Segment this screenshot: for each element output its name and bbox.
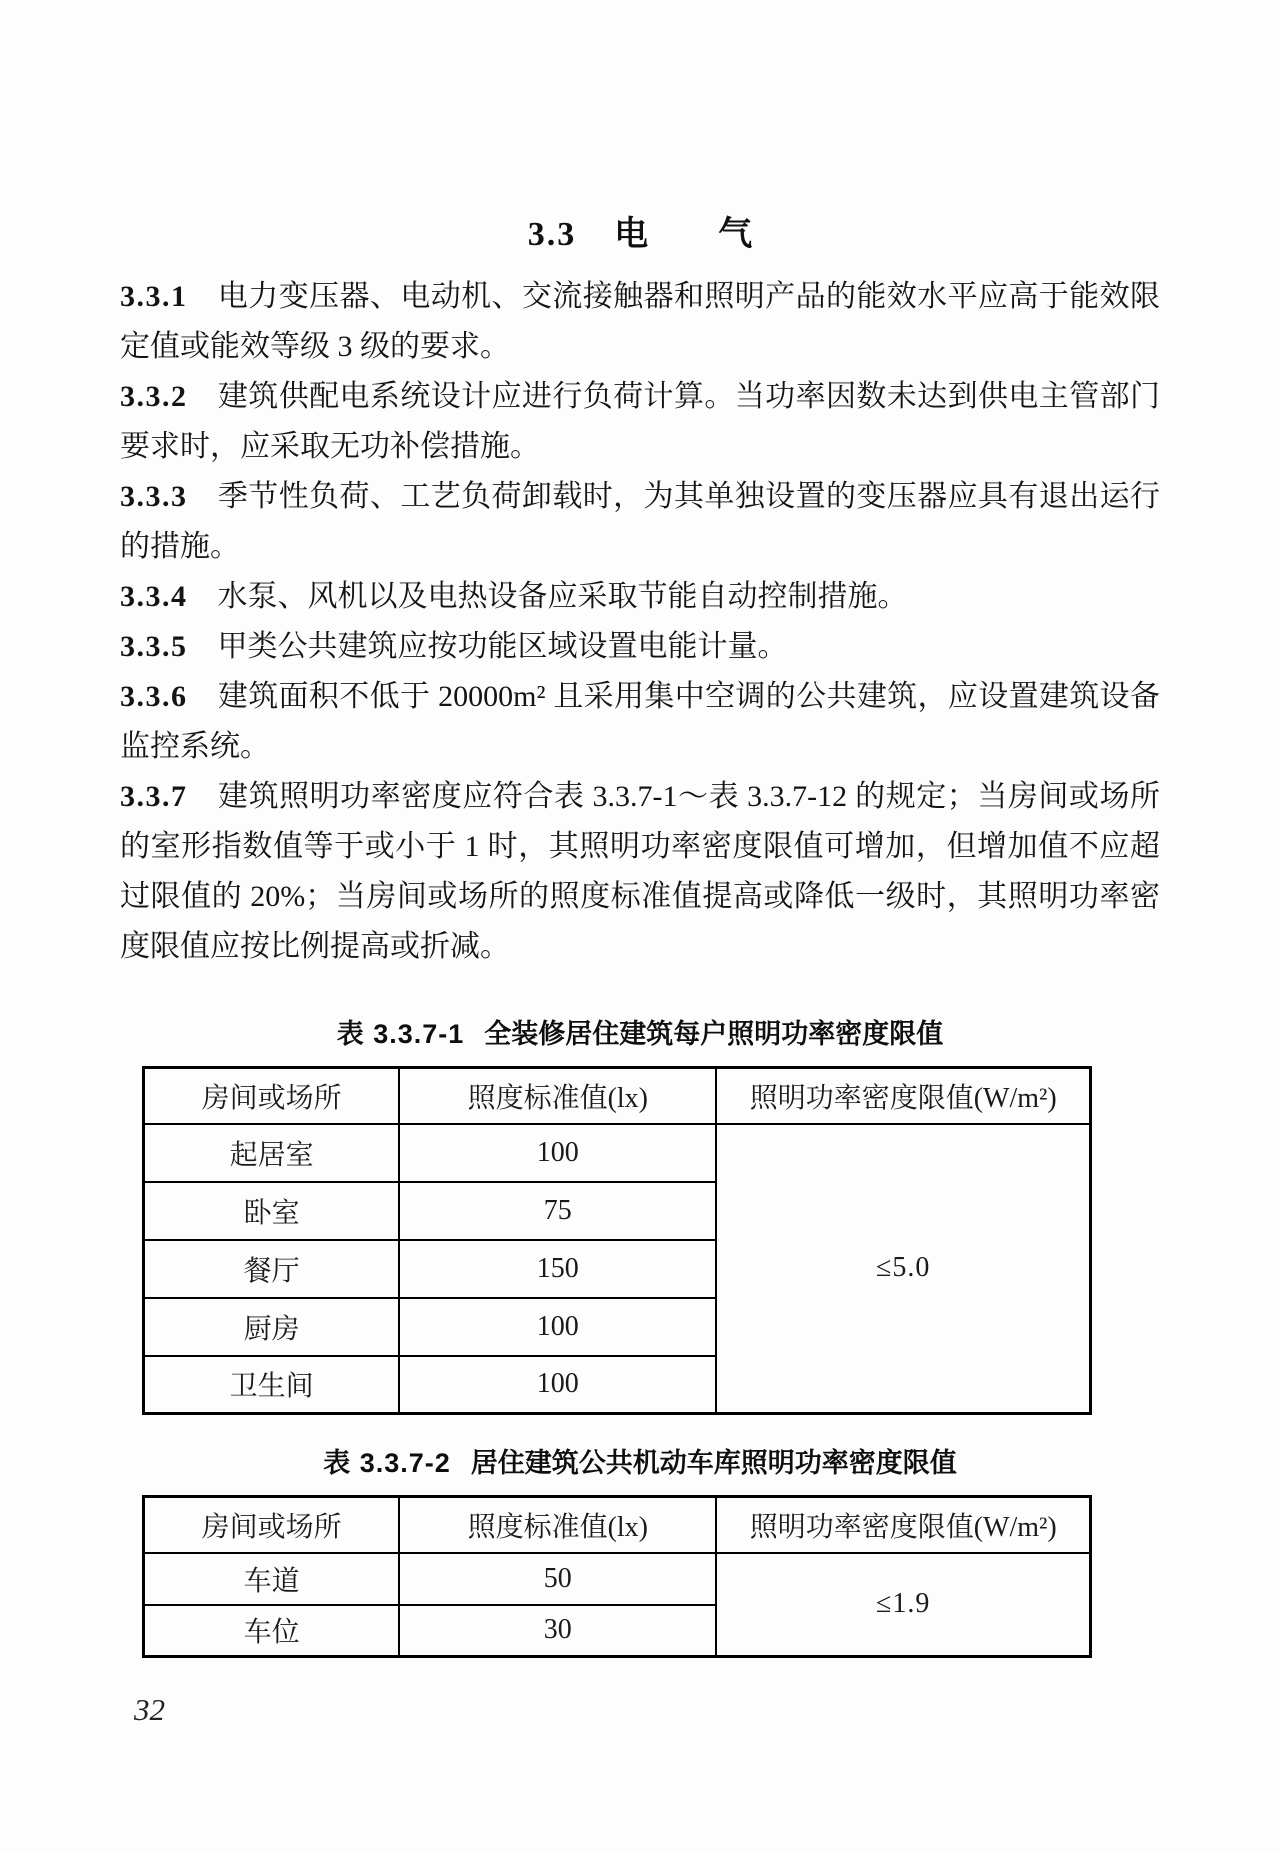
header-cell-lux: 照度标准值(lx) bbox=[399, 1497, 716, 1553]
header-cell-lux: 照度标准值(lx) bbox=[399, 1068, 716, 1124]
clause-number: 3.3.6 bbox=[120, 680, 188, 713]
clause-list bbox=[120, 272, 1160, 972]
clause-text: 建筑供配电系统设计应进行负荷计算。当功率因数未达到供电主管部门要求时，应采取无功补偿措施。 bbox=[120, 380, 1160, 463]
clause-number: 3.3.3 bbox=[120, 480, 188, 513]
lux-cell: 50 bbox=[399, 1553, 716, 1605]
header-cell-lpd: 照明功率密度限值(W/m²) bbox=[716, 1497, 1090, 1553]
clause-3-3-7 bbox=[120, 772, 1160, 972]
clause-text: 水泵、风机以及电热设备应采取节能自动控制措施。 bbox=[217, 580, 908, 613]
clause-3-3-1 bbox=[120, 272, 1160, 372]
table-2-caption bbox=[120, 1445, 1160, 1481]
clause-number: 3.3.5 bbox=[120, 630, 188, 663]
room-cell: 车道 bbox=[144, 1553, 400, 1605]
clause-text: 甲类公共建筑应按功能区域设置电能计量。 bbox=[217, 630, 788, 663]
lux-cell: 30 bbox=[399, 1605, 716, 1657]
lux-cell: 100 bbox=[399, 1356, 716, 1414]
header-cell-lpd: 照明功率密度限值(W/m²) bbox=[716, 1068, 1090, 1124]
clause-3-3-2 bbox=[120, 372, 1160, 472]
lux-cell: 75 bbox=[399, 1182, 716, 1240]
clause-3-3-3 bbox=[120, 472, 1160, 572]
lux-cell: 100 bbox=[399, 1298, 716, 1356]
table-2-caption-title: 居住建筑公共机动车库照明功率密度限值 bbox=[470, 1448, 957, 1478]
room-cell: 餐厅 bbox=[144, 1240, 400, 1298]
page-title bbox=[120, 0, 1160, 256]
table-1-caption-label: 表 3.3.7-1 bbox=[336, 1019, 465, 1049]
section-title-word-2: 气 bbox=[718, 216, 753, 253]
room-cell: 卫生间 bbox=[144, 1356, 400, 1414]
clause-number: 3.3.2 bbox=[120, 380, 188, 413]
clause-3-3-4 bbox=[120, 572, 1160, 622]
lux-cell: 150 bbox=[399, 1240, 716, 1298]
room-cell: 卧室 bbox=[144, 1182, 400, 1240]
table-header-row bbox=[144, 1068, 1091, 1124]
room-cell: 起居室 bbox=[144, 1124, 400, 1182]
table-1-caption bbox=[120, 1016, 1160, 1052]
clause-number: 3.3.7 bbox=[120, 780, 188, 813]
table-header-row bbox=[144, 1497, 1091, 1553]
lpd-limit-cell: ≤5.0 bbox=[716, 1124, 1090, 1414]
header-cell-room: 房间或场所 bbox=[144, 1068, 400, 1124]
clause-text: 建筑面积不低于 20000m² 且采用集中空调的公共建筑，应设置建筑设备监控系统。 bbox=[120, 680, 1160, 763]
lighting-power-density-table-garage bbox=[142, 1495, 1092, 1658]
header-cell-room: 房间或场所 bbox=[144, 1497, 400, 1553]
page-number: 32 bbox=[134, 1692, 165, 1727]
table-2-caption-label: 表 3.3.7-2 bbox=[323, 1448, 451, 1478]
lux-cell: 100 bbox=[399, 1124, 716, 1182]
room-cell: 车位 bbox=[144, 1605, 400, 1657]
clause-3-3-6 bbox=[120, 672, 1160, 772]
section-title-word-1: 电 bbox=[614, 216, 649, 253]
table-1-caption-title: 全装修居住建筑每户照明功率密度限值 bbox=[484, 1019, 944, 1049]
clause-text: 季节性负荷、工艺负荷卸载时，为其单独设置的变压器应具有退出运行的措施。 bbox=[120, 480, 1160, 563]
clause-number: 3.3.4 bbox=[120, 580, 188, 613]
clause-text: 电力变压器、电动机、交流接触器和照明产品的能效水平应高于能效限定值或能效等级 3 级的要求。 bbox=[120, 280, 1160, 363]
table-row bbox=[144, 1553, 1091, 1605]
lpd-limit-cell: ≤1.9 bbox=[716, 1553, 1090, 1657]
table-row bbox=[144, 1124, 1091, 1182]
lighting-power-density-table-residential bbox=[142, 1066, 1092, 1415]
section-number: 3.3 bbox=[527, 216, 577, 253]
clause-3-3-5 bbox=[120, 622, 1160, 672]
clause-number: 3.3.1 bbox=[120, 280, 188, 313]
clause-text: 建筑照明功率密度应符合表 3.3.7-1～表 3.3.7-12 的规定；当房间或场所的室形指数值等于或小于 1 时，其照明功率密度限值可增加，但增加值不应超过限值的 20%；当房间或场所的照度标准值提高或降低一级时，其照明功率密度限值应按比例提高或折减。 bbox=[120, 780, 1160, 963]
room-cell: 厨房 bbox=[144, 1298, 400, 1356]
